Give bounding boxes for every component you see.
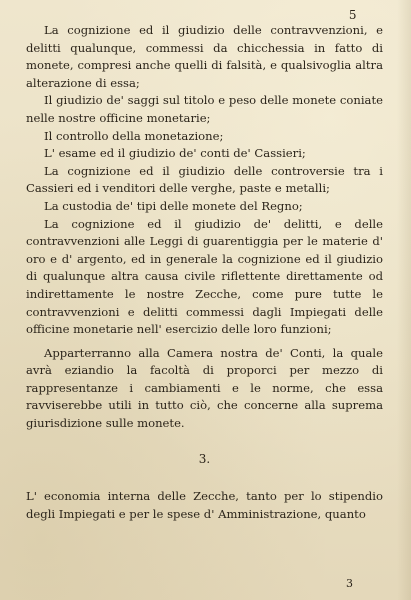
paragraph-last: L' economia interna delle Zecche, tanto per lo stipendio degli Impiegati e per le spese d' Amministrazione, quanto bbox=[26, 489, 383, 521]
paragraph-5: La cognizione ed il giudizio delle controversie tra i Cassieri ed i venditori delle verghe, paste e metalli; bbox=[26, 163, 383, 196]
paragraph-4: L' esame ed il giudizio de' conti de' Cassieri; bbox=[44, 146, 306, 161]
paragraph-3: Il controllo della monetazione; bbox=[44, 128, 224, 143]
page-edge-shadow bbox=[397, 0, 411, 600]
paragraph-2: Il giudizio de' saggi sul titolo e peso delle monete coniate nelle nostre officine monetarie; bbox=[26, 93, 383, 125]
section-number: 3. bbox=[198, 451, 211, 466]
paragraph-8: Apparterranno alla Camera nostra de' Conti, la quale avrà eziandio la facoltà di proporci per mezzo di rappresentanze i cambiamenti e le norme, che essa ravviserebbe utili in tutto ciò, che concerne alla suprema giurisdizione sulle monete. bbox=[26, 345, 383, 431]
paragraph-7: La cognizione ed il giudizio de' delitti, e delle contravvenzioni alle Leggi di guarentiggia per le materie d' oro e d' argento, ed in generale la cognizione ed il giudizio di qualunque altra causa civile riflettente direttamente od indirettamente le nostre Zecche, come pure tutte le contravvenzioni e delitti commessi dagli Impiegati delle officine monetarie nell' esercizio delle loro funzioni; bbox=[26, 216, 383, 337]
page-number: 5 bbox=[348, 8, 357, 22]
paragraph-1: La cognizione ed il giudizio delle contravvenzioni, e delitti qualunque, commessi da chicchessia in fatto di monete, compresi anche quelli di falsità, e qualsivoglia altra alterazione di essa; bbox=[26, 23, 383, 90]
body-text bbox=[26, 22, 383, 523]
paragraph-6: La custodia de' tipi delle monete del Regno; bbox=[44, 198, 303, 213]
signature-mark: 3 bbox=[346, 577, 353, 590]
